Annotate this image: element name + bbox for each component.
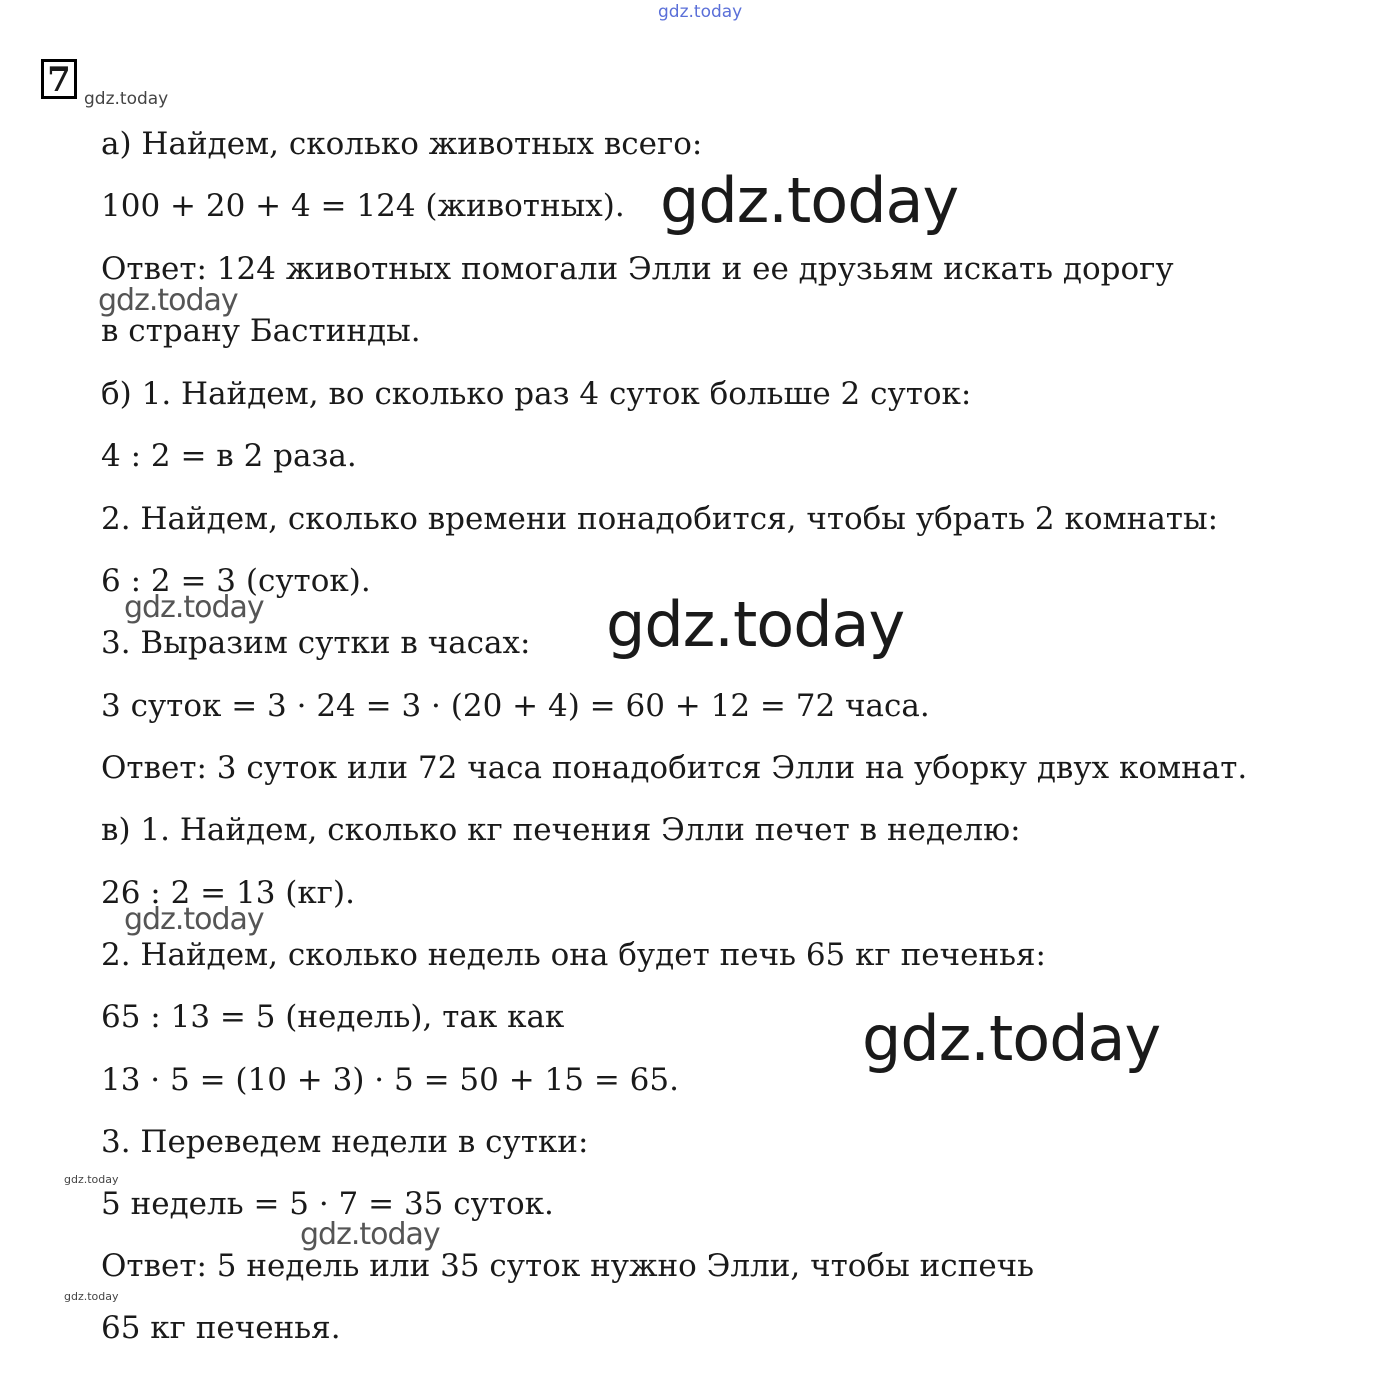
solution-line-17: 3. Переведем недели в сутки: [101,1124,589,1160]
watermark-tiny: gdz.today [64,1290,119,1303]
solution-line-13: 26 : 2 = 13 (кг). [101,875,355,911]
solution-line-19: Ответ: 5 недель или 35 суток нужно Элли, чтобы испечь [101,1248,1035,1284]
solution-line-4: в страну Бастинды. [101,313,421,349]
watermark-tiny: gdz.today [64,1173,119,1186]
solution-line-6: 4 : 2 = в 2 раза. [101,438,357,474]
solution-line-2: 100 + 20 + 4 = 124 (животных). [101,188,625,224]
solution-line-3: Ответ: 124 животных помогали Элли и ее друзьям искать дорогу [101,251,1174,287]
watermark-medium: gdz.today [124,590,264,625]
watermark-medium: gdz.today [124,902,264,937]
solution-line-11: Ответ: 3 суток или 72 часа понадобится Элли на уборку двух комнат. [101,750,1248,786]
solution-line-16: 13 · 5 = (10 + 3) · 5 = 50 + 15 = 65. [101,1062,679,1098]
solution-line-14: 2. Найдем, сколько недель она будет печь 65 кг печенья: [101,937,1046,973]
solution-line-8: 6 : 2 = 3 (суток). [101,563,371,599]
watermark-top: gdz.today [658,2,743,22]
solution-line-10: 3 суток = 3 · 24 = 3 · (20 + 4) = 60 + 12 = 72 часа. [101,688,930,724]
solution-line-18: 5 недель = 5 · 7 = 35 суток. [101,1186,554,1222]
solution-line-12: в) 1. Найдем, сколько кг печения Элли печет в неделю: [101,812,1021,848]
solution-line-7: 2. Найдем, сколько времени понадобится, чтобы убрать 2 комнаты: [101,501,1219,537]
watermark-medium: gdz.today [300,1217,440,1252]
watermark-large: gdz.today [606,588,905,661]
solution-line-20: 65 кг печенья. [101,1310,341,1346]
solution-line-1: а) Найдем, сколько животных всего: [101,126,703,162]
watermark-large: gdz.today [660,164,959,237]
watermark-medium: gdz.today [98,283,238,318]
solution-line-15: 65 : 13 = 5 (недель), так как [101,999,565,1035]
solution-line-5: б) 1. Найдем, во сколько раз 4 суток больше 2 суток: [101,376,972,412]
watermark-small: gdz.today [84,89,169,109]
solution-line-9: 3. Выразим сутки в часах: [101,625,531,661]
task-number: 7 [41,59,77,99]
watermark-large: gdz.today [862,1002,1161,1075]
